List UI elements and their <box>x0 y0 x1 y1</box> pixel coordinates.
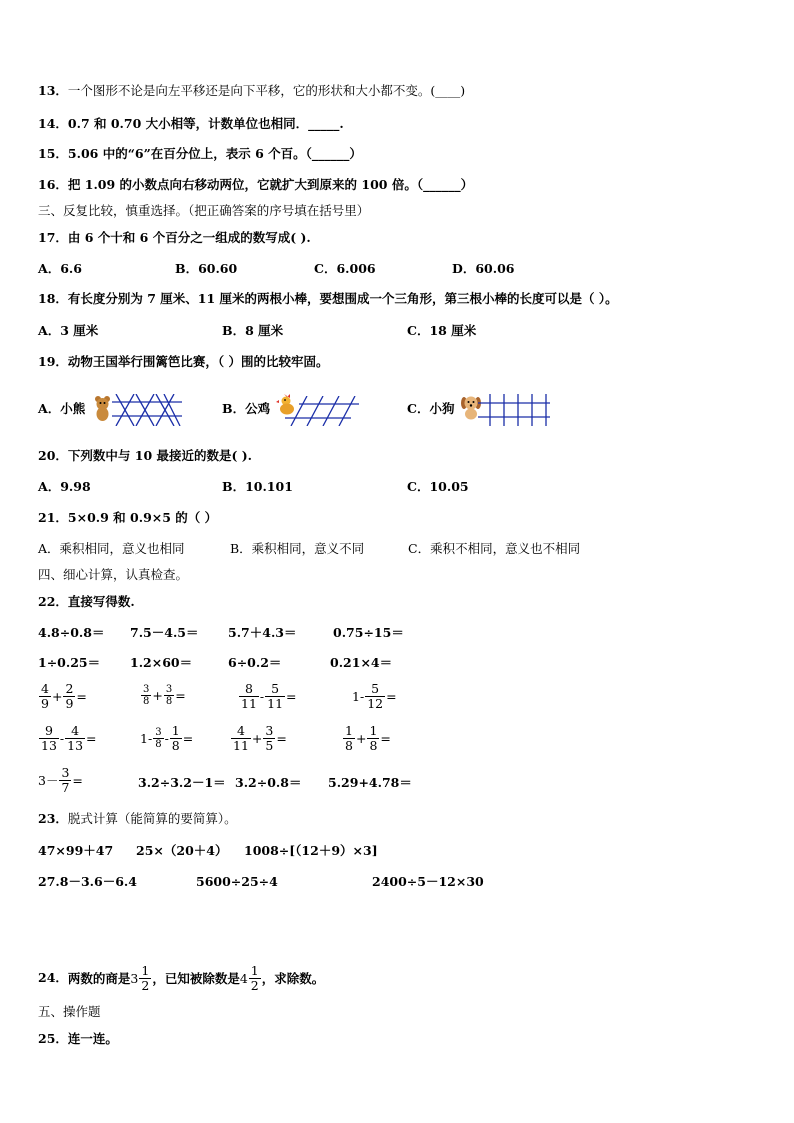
question-number: 25． <box>38 1031 68 1046</box>
calc-item: 3.2÷3.2－1＝ <box>138 775 226 790</box>
option-c: C．小狗 <box>407 401 455 416</box>
question-22 <box>38 594 135 610</box>
fraction-expression: $\frac{9}{13}$ - $\frac{4}{13}$ = <box>41 723 97 753</box>
calc-item: 47×99＋47 <box>38 843 114 858</box>
option-c: C．6.006 <box>314 261 376 276</box>
option-b: B．60.60 <box>175 261 238 276</box>
section-5-heading: 五、操作题 <box>38 1004 101 1019</box>
option-c: C．10.05 <box>407 479 469 494</box>
calc-item: 3.2÷0.8＝ <box>235 775 302 790</box>
question-text: 5.06 中的“6”在百分位上，表示 6 个百。（______） <box>67 146 362 161</box>
calc-item: 5.7＋4.3＝ <box>228 625 297 640</box>
question-number: 20． <box>38 448 68 463</box>
question-text: 由 6 个十和 6 个百分之一组成的数写成( ). <box>67 230 311 245</box>
section-4-heading: 四、细心计算，认真检查。 <box>38 567 189 582</box>
question-text: 动物王国举行围篱笆比赛，（ ）围的比较牢固。 <box>67 354 329 369</box>
mixed-number: 4 $\frac{1}{2}$ <box>239 963 259 993</box>
fence-cross-pattern <box>112 394 182 426</box>
question-24: 24．两数的商是 3 $\frac{1}{2}$ ，已知被除数是 4 $\frac{1}{2}$ ，求除数。 <box>38 963 325 993</box>
question-number: 24． <box>38 970 68 985</box>
question-text: 0.7 和 0.70 大小相等，计数单位也相同．_____. <box>67 116 344 131</box>
option-b: B．公鸡 <box>222 401 271 416</box>
option-a: A．9.98 <box>38 479 91 494</box>
fraction-expression: $\frac{8}{11}$ - $\frac{5}{11}$ = <box>241 681 297 711</box>
option-b: B．8 厘米 <box>222 323 284 338</box>
calc-item: 1008÷[（12＋9）×3] <box>244 843 378 858</box>
option-c: C．18 厘米 <box>407 323 477 338</box>
calc-item: 7.5－4.5＝ <box>130 625 199 640</box>
question-text: 把 1.09 的小数点向右移动两位，它就扩大到原来的 100 倍。（______） <box>67 177 474 192</box>
option-a: A．3 厘米 <box>38 323 99 338</box>
question-13 <box>38 83 465 99</box>
question-19 <box>38 354 329 370</box>
question-number: 16． <box>38 177 68 192</box>
question-text: 一个图形不论是向左平移还是向下平移，它的形状和大小都不变。(____) <box>67 83 466 98</box>
question-text: 有长度分别为 7 厘米、11 厘米的两根小棒，要想围成一个三角形，第三根小棒的长度可以是（ ）。 <box>67 291 618 306</box>
calc-item: 0.21×4＝ <box>330 655 393 670</box>
question-15 <box>38 146 362 162</box>
option-b: B．10.101 <box>222 479 293 494</box>
fraction-expression: 1- $\frac{3}{8}$ - $\frac{1}{8}$ = <box>140 723 194 753</box>
fence-grid-pattern <box>478 394 550 426</box>
question-25 <box>38 1031 118 1047</box>
question-23 <box>38 811 237 827</box>
fraction-expression: $\frac{4}{9}$ + $\frac{2}{9}$ = <box>41 681 87 711</box>
question-21 <box>38 510 217 526</box>
option-b: B．乘积相同，意义不同 <box>230 541 365 556</box>
question-number: 19． <box>38 354 68 369</box>
option-c: C．乘积不相同，意义也不相同 <box>408 541 581 556</box>
question-text: 脱式计算（能简算的要简算）。 <box>67 811 237 826</box>
question-18 <box>38 291 618 307</box>
question-20 <box>38 448 252 464</box>
calc-item: 27.8－3.6－6.4 <box>38 874 137 889</box>
fraction-expression: $\frac{4}{11}$ + $\frac{3}{5}$ = <box>233 723 287 753</box>
bear-icon <box>92 394 112 422</box>
question-14 <box>38 116 344 132</box>
question-number: 18． <box>38 291 68 306</box>
fraction-expression: $\frac{3}{8}$ + $\frac{3}{8}$ = <box>143 684 186 707</box>
question-number: 13． <box>38 83 68 98</box>
option-a: A．乘积相同，意义也相同 <box>38 541 185 556</box>
mixed-number: 3 $\frac{1}{2}$ <box>130 963 150 993</box>
question-number: 21． <box>38 510 68 525</box>
question-text: 下列数中与 10 最接近的数是( ). <box>67 448 253 463</box>
option-d: D．60.06 <box>452 261 515 276</box>
calc-item: 1÷0.25＝ <box>38 655 101 670</box>
fraction-expression: 1- $\frac{5}{12}$ = <box>352 681 397 711</box>
calc-item: 4.8÷0.8＝ <box>38 625 105 640</box>
calc-item: 25×（20＋4） <box>136 843 228 858</box>
calc-item: 0.75÷15＝ <box>333 625 404 640</box>
question-text: 直接写得数. <box>67 594 135 609</box>
option-a: A．6.6 <box>38 261 82 276</box>
calc-item: 5600÷25÷4 <box>196 874 278 889</box>
calc-item: 6÷0.2＝ <box>228 655 282 670</box>
fence-slanted-pattern <box>285 396 359 426</box>
question-number: 23． <box>38 811 68 826</box>
question-17 <box>38 230 311 246</box>
question-16 <box>38 177 473 193</box>
calc-item: 1.2×60＝ <box>130 655 193 670</box>
question-number: 14． <box>38 116 68 131</box>
question-text: 连一连。 <box>67 1031 118 1046</box>
fraction-expression: $\frac{1}{8}$ + $\frac{1}{8}$ = <box>345 723 391 753</box>
question-number: 22． <box>38 594 68 609</box>
calc-item: 2400÷5－12×30 <box>372 874 484 889</box>
question-number: 17． <box>38 230 68 245</box>
question-text: 5×0.9 和 0.9×5 的（ ） <box>67 510 218 525</box>
option-a: A．小熊 <box>38 401 86 416</box>
fraction-expression: 3－ $\frac{3}{7}$ = <box>38 765 83 795</box>
section-3-heading: 三、反复比较，慎重选择。（把正确答案的序号填在括号里） <box>38 203 370 218</box>
calc-item: 5.29+4.78＝ <box>328 775 412 790</box>
question-number: 15． <box>38 146 68 161</box>
